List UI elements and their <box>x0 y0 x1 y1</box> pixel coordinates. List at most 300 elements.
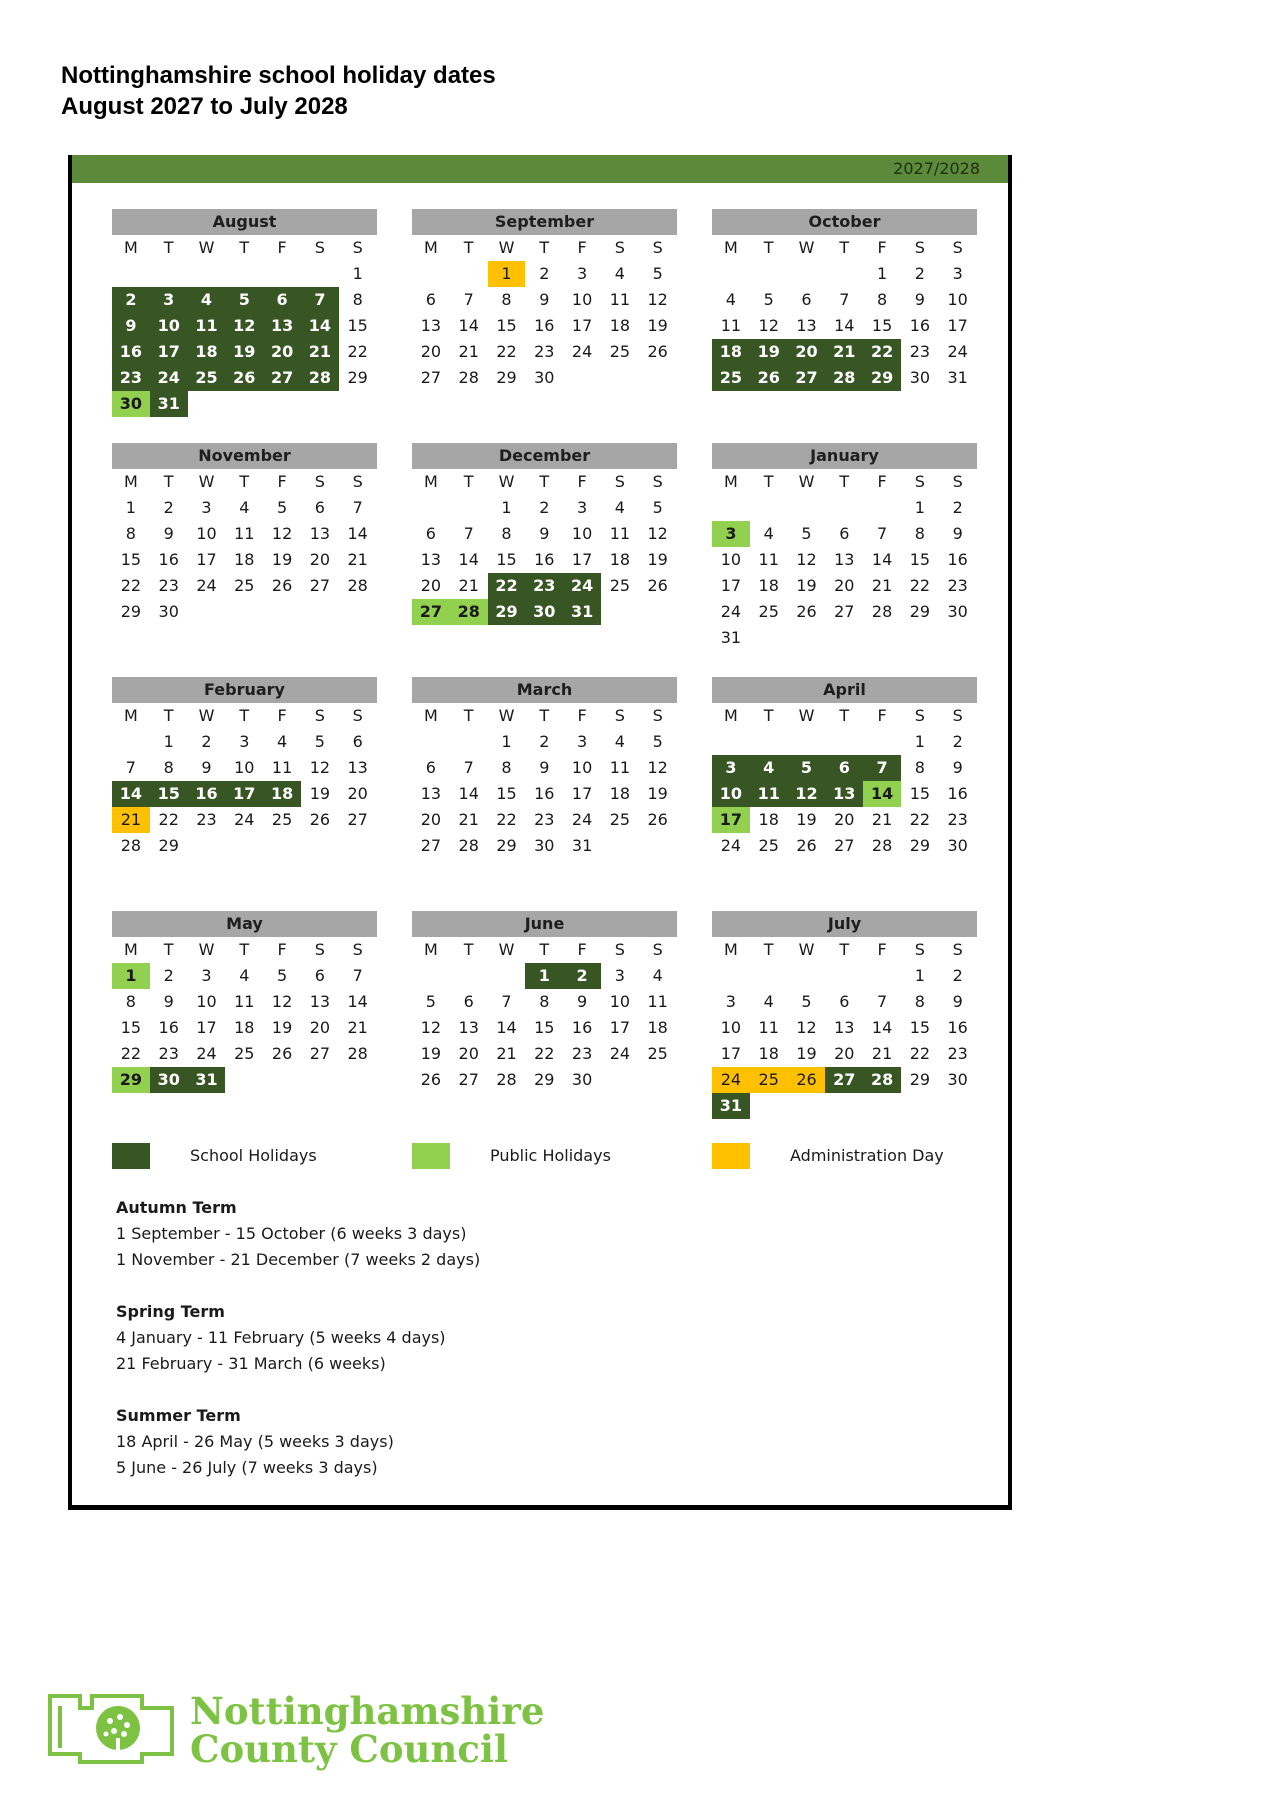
day-cell: 10 <box>196 992 217 1011</box>
weekday-label: T <box>239 940 250 959</box>
school-holiday-day: 22 <box>863 339 901 365</box>
day-cell: 12 <box>796 1018 817 1037</box>
month-days-grid <box>112 235 377 417</box>
day-cell: 30 <box>571 1070 593 1089</box>
empty-day-cell <box>263 261 301 287</box>
empty-day-cell <box>788 495 826 521</box>
term-period: 1 September - 15 October (6 weeks 3 days) <box>116 1224 467 1243</box>
day-cell: 9 <box>952 758 963 777</box>
day-cell: 29 <box>347 368 368 387</box>
day-cell: 22 <box>496 810 517 829</box>
day-cell: 2 <box>539 732 550 751</box>
school-holiday-day: 3 <box>150 287 188 313</box>
day-cell: 13 <box>834 550 855 569</box>
day-cell: 25 <box>234 1044 255 1063</box>
public-holiday-day: 3 <box>712 521 750 547</box>
weekday-label: T <box>539 238 550 257</box>
day-cell: 11 <box>758 1018 779 1037</box>
day-cell: 25 <box>758 836 779 855</box>
day-cell: 2 <box>539 264 550 283</box>
day-cell: 10 <box>571 524 593 543</box>
weekday-label: S <box>352 940 363 959</box>
day-cell: 29 <box>120 602 142 621</box>
day-cell: 5 <box>652 264 663 283</box>
school-holiday-day: 13 <box>825 781 863 807</box>
weekday-label: T <box>163 238 174 257</box>
day-cell: 17 <box>609 1018 631 1037</box>
weekday-label: T <box>539 706 550 725</box>
day-cell: 1 <box>876 264 888 283</box>
weekday-label: M <box>123 472 138 491</box>
day-cell: 12 <box>647 758 668 777</box>
weekday-label: T <box>163 706 174 725</box>
empty-day-cell <box>712 261 750 287</box>
day-cell: 6 <box>352 732 363 751</box>
day-cell: 7 <box>463 524 474 543</box>
empty-day-cell <box>450 495 488 521</box>
day-cell: 13 <box>309 524 331 543</box>
title-line-2: August 2027 to July 2028 <box>61 93 348 120</box>
day-cell: 22 <box>347 342 368 361</box>
school-holiday-day: 20 <box>788 339 826 365</box>
school-holiday-day: 2 <box>563 963 601 989</box>
day-cell: 20 <box>309 1018 331 1037</box>
school-holiday-day: 15 <box>150 781 188 807</box>
day-cell: 8 <box>501 758 512 777</box>
day-cell: 19 <box>796 1044 817 1063</box>
day-cell: 18 <box>609 784 631 803</box>
day-cell: 1 <box>501 732 512 751</box>
empty-day-cell <box>750 963 788 989</box>
month-december <box>412 443 677 655</box>
day-cell: 2 <box>952 498 963 517</box>
day-cell: 28 <box>120 836 142 855</box>
day-cell: 25 <box>609 810 631 829</box>
day-cell: 8 <box>501 524 512 543</box>
title-line-1: Nottinghamshire school holiday dates <box>61 62 496 89</box>
day-cell: 23 <box>158 1044 179 1063</box>
weekday-label: F <box>577 706 587 725</box>
month-title: April <box>712 677 977 703</box>
day-cell: 25 <box>647 1044 668 1063</box>
day-cell: 28 <box>458 368 479 387</box>
weekday-label: F <box>877 472 887 491</box>
day-cell: 3 <box>725 992 736 1011</box>
school-holiday-day: 10 <box>712 781 750 807</box>
month-february <box>112 677 377 889</box>
day-cell: 26 <box>271 1044 293 1063</box>
legend-label-administration-day: Administration Day <box>790 1146 944 1165</box>
day-cell: 1 <box>501 498 512 517</box>
day-cell: 2 <box>914 264 925 283</box>
day-cell: 18 <box>758 576 779 595</box>
school-holiday-day: 17 <box>225 781 263 807</box>
day-cell: 28 <box>347 1044 368 1063</box>
day-cell: 1 <box>914 966 925 985</box>
legend-item-administration-day <box>712 1143 992 1171</box>
school-holiday-day: 28 <box>863 1067 901 1093</box>
day-cell: 21 <box>347 550 368 569</box>
day-cell: 11 <box>234 524 255 543</box>
day-cell: 15 <box>347 316 368 335</box>
weekday-label: S <box>914 940 925 959</box>
weekday-label: M <box>723 472 738 491</box>
day-cell: 16 <box>158 1018 179 1037</box>
day-cell: 13 <box>420 784 442 803</box>
day-cell: 30 <box>947 1070 968 1089</box>
day-cell: 24 <box>720 602 742 621</box>
day-cell: 8 <box>914 992 925 1011</box>
day-cell: 20 <box>420 810 442 829</box>
day-cell: 30 <box>947 836 968 855</box>
day-cell: 5 <box>276 966 288 985</box>
empty-day-cell <box>825 963 863 989</box>
day-cell: 24 <box>947 342 968 361</box>
day-cell: 22 <box>496 342 517 361</box>
day-cell: 5 <box>276 498 288 517</box>
day-cell: 25 <box>609 576 631 595</box>
day-cell: 10 <box>947 290 968 309</box>
day-cell: 19 <box>647 784 668 803</box>
weekday-label: S <box>314 706 325 725</box>
day-cell: 15 <box>120 550 142 569</box>
weekday-label: S <box>914 238 925 257</box>
weekday-label: M <box>423 706 438 725</box>
day-cell: 12 <box>647 290 668 309</box>
day-cell: 4 <box>652 966 663 985</box>
weekday-label: S <box>652 238 663 257</box>
weekday-label: T <box>763 472 774 491</box>
empty-day-cell <box>712 495 750 521</box>
school-holiday-day: 22 <box>488 573 526 599</box>
day-cell: 7 <box>463 758 474 777</box>
school-holiday-day: 4 <box>750 755 788 781</box>
empty-day-cell <box>450 729 488 755</box>
month-title: August <box>112 209 377 235</box>
school-holiday-day: 7 <box>301 287 339 313</box>
day-cell: 17 <box>720 576 742 595</box>
weekday-label: S <box>352 706 363 725</box>
day-cell: 2 <box>163 966 174 985</box>
weekday-label: W <box>498 238 515 257</box>
school-holiday-day: 2 <box>112 287 150 313</box>
day-cell: 11 <box>609 758 631 777</box>
day-cell: 15 <box>120 1018 142 1037</box>
day-cell: 11 <box>720 316 742 335</box>
school-holiday-day: 14 <box>112 781 150 807</box>
weekday-label: T <box>463 238 474 257</box>
logo-line-2: County Council <box>190 1727 508 1771</box>
day-cell: 11 <box>609 290 631 309</box>
day-cell: 18 <box>609 550 631 569</box>
day-cell: 23 <box>534 342 555 361</box>
school-holiday-day: 6 <box>263 287 301 313</box>
school-holiday-day: 5 <box>225 287 263 313</box>
day-cell: 26 <box>796 602 817 621</box>
day-cell: 3 <box>576 732 588 751</box>
weekday-label: S <box>652 940 663 959</box>
day-cell: 4 <box>239 966 250 985</box>
day-cell: 18 <box>758 1044 779 1063</box>
day-cell: 7 <box>876 524 888 543</box>
day-cell: 9 <box>952 992 963 1011</box>
day-cell: 15 <box>909 550 931 569</box>
month-days-grid <box>412 469 677 625</box>
day-cell: 17 <box>196 550 217 569</box>
school-holiday-day: 25 <box>188 365 226 391</box>
day-cell: 11 <box>234 992 255 1011</box>
weekday-label: T <box>463 940 474 959</box>
school-holiday-day: 24 <box>563 573 601 599</box>
day-cell: 8 <box>914 758 925 777</box>
month-july <box>712 911 977 1123</box>
day-cell: 30 <box>909 368 931 387</box>
day-cell: 28 <box>347 576 368 595</box>
day-cell: 8 <box>876 290 888 309</box>
legend-label-school-holidays: School Holidays <box>190 1146 317 1165</box>
day-cell: 17 <box>720 1044 742 1063</box>
weekday-label: S <box>914 472 925 491</box>
month-june <box>412 911 677 1123</box>
month-title: May <box>112 911 377 937</box>
weekday-label: F <box>277 706 287 725</box>
document-title <box>61 60 496 122</box>
day-cell: 23 <box>158 576 179 595</box>
weekday-label: S <box>352 238 363 257</box>
day-cell: 6 <box>314 498 325 517</box>
school-holiday-day: 27 <box>263 365 301 391</box>
day-cell: 23 <box>534 810 555 829</box>
day-cell: 24 <box>571 342 593 361</box>
day-cell: 22 <box>534 1044 555 1063</box>
school-holiday-day: 27 <box>788 365 826 391</box>
day-cell: 24 <box>234 810 255 829</box>
day-cell: 8 <box>501 290 512 309</box>
month-days-grid <box>412 235 677 391</box>
month-title: October <box>712 209 977 235</box>
school-holiday-day: 1 <box>525 963 563 989</box>
day-cell: 4 <box>239 498 250 517</box>
day-cell: 27 <box>420 368 442 387</box>
public-holiday-day: 14 <box>863 781 901 807</box>
weekday-label: S <box>914 706 925 725</box>
day-cell: 27 <box>834 602 855 621</box>
day-cell: 14 <box>871 550 893 569</box>
empty-day-cell <box>412 963 450 989</box>
day-cell: 13 <box>458 1018 479 1037</box>
day-cell: 4 <box>763 992 774 1011</box>
day-cell: 14 <box>834 316 855 335</box>
day-cell: 17 <box>571 784 593 803</box>
day-cell: 22 <box>120 576 142 595</box>
weekday-label: T <box>163 472 174 491</box>
day-cell: 17 <box>947 316 968 335</box>
weekday-label: W <box>198 706 215 725</box>
school-holiday-day: 18 <box>188 339 226 365</box>
weekday-label: S <box>652 472 663 491</box>
weekday-label: T <box>163 940 174 959</box>
day-cell: 30 <box>534 836 555 855</box>
day-cell: 11 <box>609 524 631 543</box>
school-holidays-swatch <box>112 1143 150 1169</box>
weekday-label: T <box>539 940 550 959</box>
summer-term <box>116 1403 480 1481</box>
day-cell: 13 <box>347 758 368 777</box>
day-cell: 22 <box>909 810 931 829</box>
day-cell: 18 <box>758 810 779 829</box>
day-cell: 26 <box>420 1070 442 1089</box>
month-days-grid <box>412 703 677 859</box>
day-cell: 26 <box>647 810 668 829</box>
day-cell: 26 <box>647 576 668 595</box>
day-cell: 3 <box>952 264 963 283</box>
public-holiday-day: 30 <box>112 391 150 417</box>
empty-day-cell <box>188 261 226 287</box>
months-grid <box>112 209 992 1123</box>
term-name: Autumn Term <box>116 1198 237 1217</box>
weekday-label: W <box>498 706 515 725</box>
day-cell: 19 <box>647 550 668 569</box>
school-holiday-day: 3 <box>712 755 750 781</box>
school-holiday-day: 7 <box>863 755 901 781</box>
day-cell: 14 <box>458 316 479 335</box>
month-april <box>712 677 977 889</box>
day-cell: 26 <box>796 836 817 855</box>
weekday-label: F <box>877 238 887 257</box>
school-holiday-day: 16 <box>112 339 150 365</box>
weekday-label: T <box>839 472 850 491</box>
school-holiday-day: 24 <box>150 365 188 391</box>
term-name: Summer Term <box>116 1406 241 1425</box>
school-holiday-day: 31 <box>188 1067 226 1093</box>
empty-day-cell <box>412 261 450 287</box>
weekday-label: T <box>463 472 474 491</box>
weekday-label: S <box>952 940 963 959</box>
day-cell: 31 <box>720 628 742 647</box>
month-title: November <box>112 443 377 469</box>
school-holiday-day: 28 <box>825 365 863 391</box>
day-cell: 3 <box>576 264 588 283</box>
day-cell: 14 <box>458 550 479 569</box>
day-cell: 10 <box>609 992 631 1011</box>
weekday-label: W <box>198 472 215 491</box>
day-cell: 14 <box>871 1018 893 1037</box>
weekday-label: T <box>239 472 250 491</box>
empty-day-cell <box>488 963 526 989</box>
day-cell: 9 <box>539 758 550 777</box>
weekday-label: M <box>123 940 138 959</box>
day-cell: 10 <box>720 1018 742 1037</box>
weekday-label: T <box>463 706 474 725</box>
weekday-label: S <box>614 472 625 491</box>
weekday-label: T <box>763 706 774 725</box>
day-cell: 20 <box>309 550 331 569</box>
month-title: June <box>412 911 677 937</box>
weekday-label: F <box>877 940 887 959</box>
day-cell: 4 <box>725 290 736 309</box>
school-holiday-day: 18 <box>263 781 301 807</box>
day-cell: 4 <box>276 732 288 751</box>
day-cell: 2 <box>201 732 212 751</box>
school-holiday-day: 19 <box>750 339 788 365</box>
day-cell: 6 <box>463 992 474 1011</box>
weekday-label: S <box>614 238 625 257</box>
day-cell: 9 <box>914 290 925 309</box>
month-title: January <box>712 443 977 469</box>
council-name <box>190 1689 545 1771</box>
empty-day-cell <box>412 729 450 755</box>
day-cell: 27 <box>420 836 442 855</box>
day-cell: 2 <box>163 498 174 517</box>
term-period: 4 January - 11 February (5 weeks 4 days) <box>116 1328 446 1347</box>
administration-day: 24 <box>712 1067 750 1093</box>
day-cell: 15 <box>871 316 893 335</box>
month-september <box>412 209 677 421</box>
school-holiday-day: 23 <box>112 365 150 391</box>
school-holiday-day: 21 <box>825 339 863 365</box>
day-cell: 7 <box>352 498 363 517</box>
weekday-label: S <box>952 238 963 257</box>
day-cell: 21 <box>458 576 479 595</box>
day-cell: 25 <box>234 576 255 595</box>
school-holiday-day: 12 <box>788 781 826 807</box>
weekday-label: F <box>277 472 287 491</box>
school-holiday-day: 16 <box>188 781 226 807</box>
school-holiday-day: 20 <box>263 339 301 365</box>
day-cell: 3 <box>201 498 212 517</box>
day-cell: 17 <box>571 550 593 569</box>
administration-day: 1 <box>488 261 526 287</box>
day-cell: 13 <box>834 1018 855 1037</box>
weekday-label: M <box>423 940 438 959</box>
day-cell: 27 <box>834 836 855 855</box>
school-holiday-day: 10 <box>150 313 188 339</box>
school-holiday-day: 26 <box>225 365 263 391</box>
day-cell: 2 <box>952 732 963 751</box>
day-cell: 26 <box>271 576 293 595</box>
legend-label-public-holidays: Public Holidays <box>490 1146 611 1165</box>
day-cell: 6 <box>801 290 812 309</box>
day-cell: 11 <box>758 550 779 569</box>
day-cell: 31 <box>947 368 968 387</box>
day-cell: 15 <box>909 1018 931 1037</box>
term-period: 21 February - 31 March (6 weeks) <box>116 1354 386 1373</box>
school-holiday-day: 30 <box>150 1067 188 1093</box>
day-cell: 29 <box>534 1070 555 1089</box>
month-days-grid <box>412 937 677 1093</box>
public-holiday-day: 17 <box>712 807 750 833</box>
day-cell: 8 <box>539 992 550 1011</box>
day-cell: 29 <box>496 836 517 855</box>
day-cell: 22 <box>909 1044 931 1063</box>
day-cell: 19 <box>420 1044 442 1063</box>
school-holiday-day: 31 <box>712 1093 750 1119</box>
day-cell: 5 <box>652 498 663 517</box>
day-cell: 22 <box>909 576 931 595</box>
day-cell: 16 <box>534 550 555 569</box>
day-cell: 14 <box>496 1018 517 1037</box>
day-cell: 20 <box>420 342 442 361</box>
day-cell: 20 <box>834 1044 855 1063</box>
administration-day-swatch <box>712 1143 750 1169</box>
day-cell: 29 <box>496 368 517 387</box>
day-cell: 19 <box>796 576 817 595</box>
day-cell: 26 <box>647 342 668 361</box>
empty-day-cell <box>825 261 863 287</box>
day-cell: 24 <box>571 810 593 829</box>
day-cell: 1 <box>914 732 925 751</box>
weekday-label: M <box>423 472 438 491</box>
